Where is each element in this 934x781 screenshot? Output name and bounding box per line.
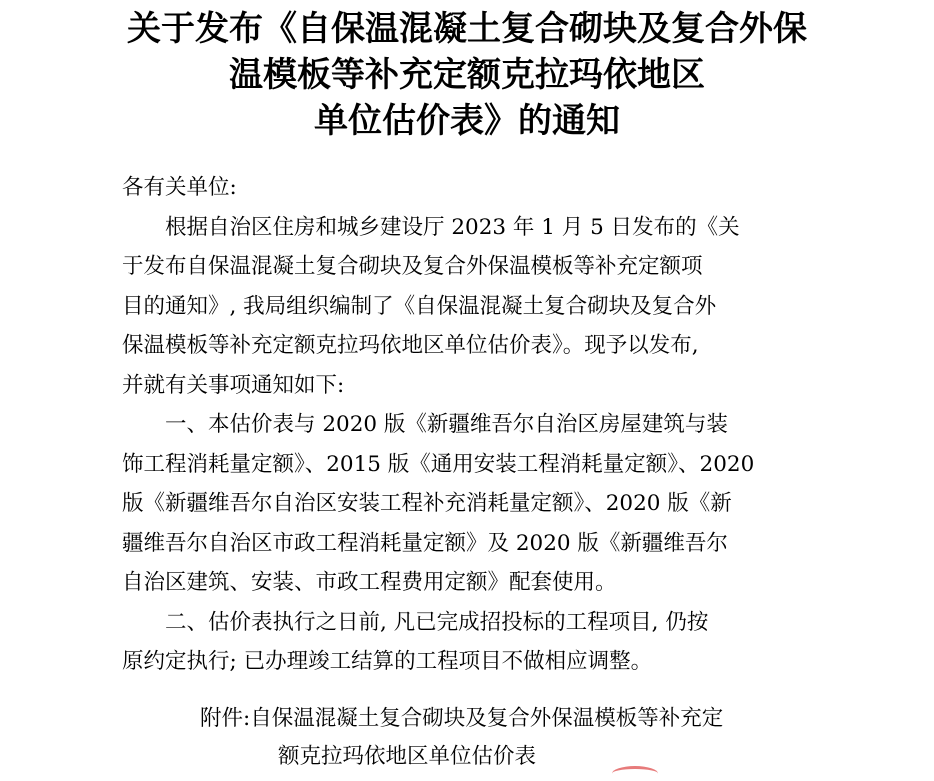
paragraph-line: 一、本估价表与 2020 版《新疆维吾尔自治区房屋建筑与装 [165, 412, 728, 437]
title-line-3: 单位估价表》的通知 [314, 101, 620, 141]
paragraph-line: 版《新疆维吾尔自治区安装工程补充消耗量定额》、2020 版《新 [122, 491, 732, 516]
paragraph-line: 目的通知》, 我局组织编制了《自保温混凝土复合砌块及复合外 [122, 293, 717, 319]
document-title [0, 6, 934, 144]
paragraph-line: 并就有关事项通知如下: [122, 372, 345, 398]
paragraph-intro [122, 208, 832, 406]
paragraph-line: 二、估价表执行之日前, 凡已完成招投标的工程项目, 仍按 [165, 609, 709, 635]
title-line-1: 关于发布《自保温混凝土复合砌块及复合外保 [127, 9, 807, 49]
attachment-note [200, 700, 840, 776]
paragraph-line: 自治区建筑、安装、市政工程费用定额》配套使用。 [122, 570, 617, 595]
official-seal-edge [612, 766, 658, 781]
paragraph-line: 饰工程消耗量定额》、2015 版《通用安装工程消耗量定额》、2020 [122, 451, 755, 477]
paragraph-item-1 [122, 405, 832, 603]
paragraph-line: 于发布自保温混凝土复合砌块及复合外保温模板等补充定额项 [122, 254, 703, 279]
salutation: 各有关单位: [122, 175, 237, 200]
title-line-2: 温模板等补充定额克拉玛依地区 [229, 55, 705, 95]
paragraph-line: 原约定执行; 已办理竣工结算的工程项目不做相应调整。 [122, 649, 653, 674]
paragraph-line: 根据自治区住房和城乡建设厅 2023 年 1 月 5 日发布的《关 [165, 214, 740, 240]
paragraph-line: 保温模板等补充定额克拉玛依地区单位估价表》。现予以发布, [122, 333, 699, 358]
paragraph-item-2 [122, 603, 832, 682]
attachment-line-2: 额克拉玛依地区单位估价表 [278, 744, 537, 769]
paragraph-line: 疆维吾尔自治区市政工程消耗量定额》及 2020 版《新疆维吾尔 [122, 530, 728, 556]
attachment-line-1: 附件:自保温混凝土复合砌块及复合外保温模板等补充定 [200, 706, 724, 731]
document-body [122, 168, 832, 682]
